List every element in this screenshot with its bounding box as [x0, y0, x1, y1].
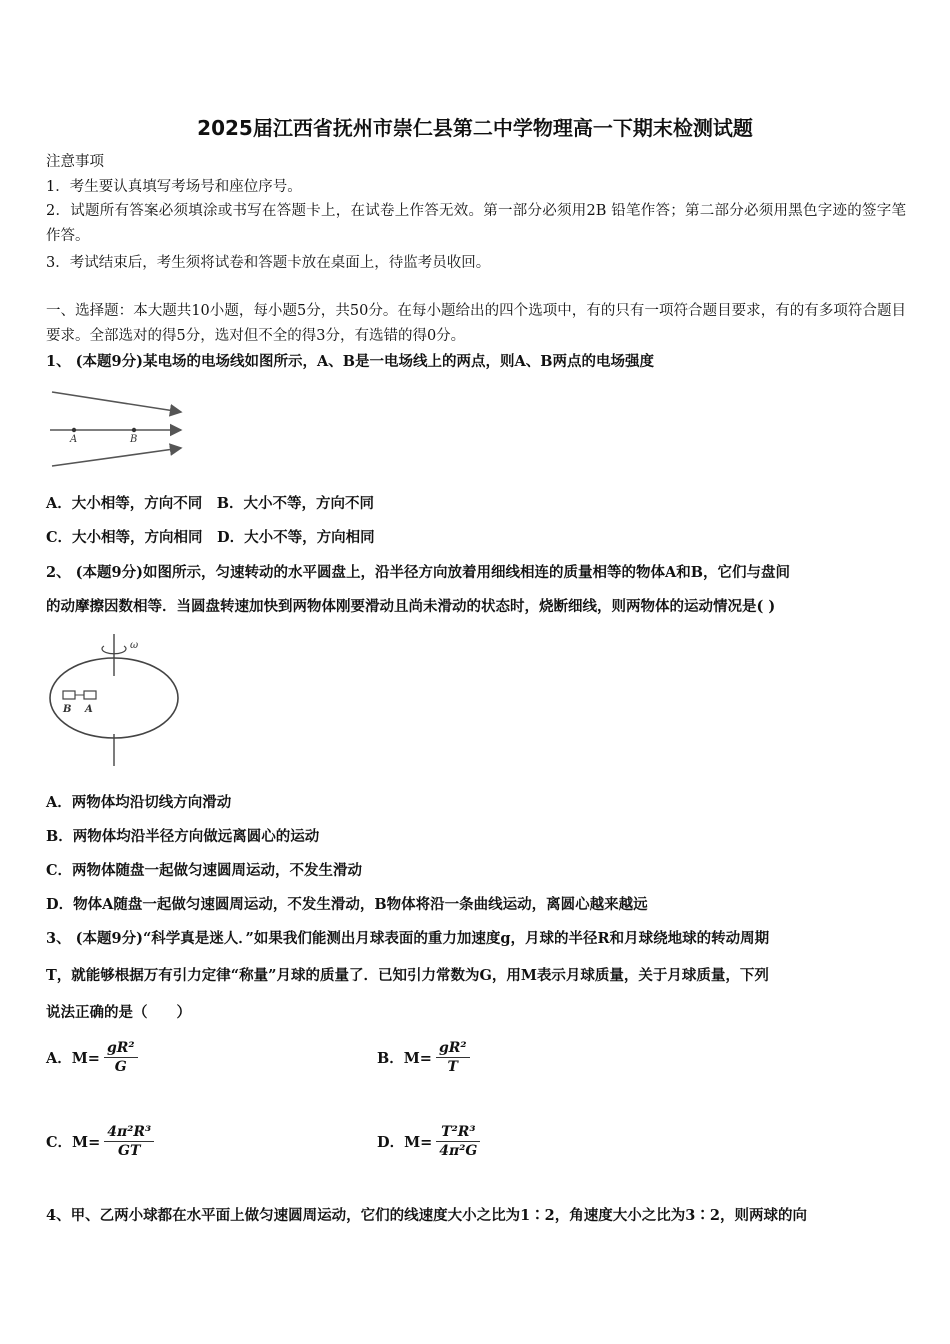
q3-option-d-fraction [436, 1124, 480, 1159]
q3-option-a-denominator: G [114, 1059, 127, 1075]
q4-stem: 4、甲、乙两小球都在水平面上做匀速圆周运动，它们的线速度大小之比为1∶2，角速度大小之比为3∶2，则两球的向 [46, 1207, 807, 1224]
q3-option-b [377, 1040, 470, 1075]
q3-option-b-fraction [436, 1040, 470, 1075]
q1-field-line-bottom [52, 448, 181, 466]
q1-options-row-2: C．大小相等，方向相同 D．大小不等，方向相同 [46, 529, 375, 546]
q2-block-a [84, 691, 96, 699]
q2-omega-label: ω [130, 640, 139, 651]
q3-option-b-label: B．M= [377, 1050, 432, 1067]
q1-label-a: A [70, 434, 78, 445]
notice-item-2: 2．试题所有答案必须填涂或书写在答题卡上，在试卷上作答无效。第一部分必须用2B 铅笔作答；第二部分必须用黑色字迹的签字笔作答。 [46, 203, 906, 244]
q1-label-b: B [130, 434, 138, 445]
q1-options-row-1: A．大小相等，方向不同 B．大小不等，方向不同 [46, 495, 375, 512]
q2-turntable-figure [46, 630, 186, 770]
section-intro: 一、选择题：本大题共10小题，每小题5分，共50分。在每小题给出的四个选项中，有的只有一项符合题目要求，有的有多项符合题目要求。全部选对的得5分，选对但不全的得3分，有选错的得0分。 [46, 303, 906, 344]
q1-point-a [72, 428, 76, 432]
q3-stem-line-1: 3、 (本题9分)“科学真是迷人．”如果我们能测出月球表面的重力加速度g，月球的半径R和月球绕地球的转动周期 [46, 930, 770, 947]
q3-option-b-denominator: T [447, 1059, 458, 1075]
q3-option-a-numerator: gR² [104, 1040, 138, 1058]
q2-block-b [63, 691, 75, 699]
q3-stem-line-2: T，就能够根据万有引力定律“称量”月球的质量了．已知引力常数为G，用M表示月球质量，关于月球质量，下列 [46, 967, 769, 984]
q2-option-b: B．两物体均沿半径方向做远离圆心的运动 [46, 828, 320, 845]
q2-stem-line-2: 的动摩擦因数相等．当圆盘转速加快到两物体刚要滑动且尚未滑动的状态时，烧断细线，则两物体的运动情况是( ) [46, 598, 776, 615]
q3-option-c [46, 1124, 154, 1159]
q2-option-a: A．两物体均沿切线方向滑动 [46, 794, 232, 811]
q1-field-line-top [52, 392, 181, 412]
q3-option-c-fraction [104, 1124, 154, 1159]
q3-option-b-numerator: gR² [436, 1040, 470, 1058]
q2-label-a: A [85, 704, 93, 715]
q2-stem-line-1: 2、 (本题9分)如图所示，匀速转动的水平圆盘上，沿半径方向放着用细线相连的质量相等的物体A和B，它们与盘间 [46, 564, 790, 581]
q3-option-c-label: C．M= [46, 1134, 101, 1151]
notice-heading: 注意事项 [46, 154, 104, 170]
q3-option-c-numerator: 4π²R³ [104, 1124, 154, 1142]
q1-point-b [132, 428, 136, 432]
q3-stem-line-3: 说法正确的是（ ） [46, 1004, 191, 1021]
q2-option-c: C．两物体随盘一起做匀速圆周运动，不发生滑动 [46, 862, 363, 879]
q3-option-d-numerator: T²R³ [436, 1124, 480, 1142]
q3-option-a [46, 1040, 138, 1075]
page-title: 2025届江西省抚州市崇仁县第二中学物理高一下期末检测试题 [197, 116, 753, 140]
q3-option-a-label: A．M= [46, 1050, 100, 1067]
q3-option-a-fraction [104, 1040, 138, 1075]
q3-option-d-label: D．M= [377, 1134, 433, 1151]
q3-option-d-denominator: 4π²G [439, 1143, 478, 1159]
q3-option-d [377, 1124, 480, 1159]
q1-field-lines-figure [46, 384, 186, 474]
q3-option-c-denominator: GT [118, 1143, 141, 1159]
q2-label-b: B [63, 704, 72, 715]
notice-item-3: 3．考试结束后，考生须将试卷和答题卡放在桌面上，待监考员收回。 [46, 255, 491, 271]
q1-stem: 1、 (本题9分)某电场的电场线如图所示，A、B是一电场线上的两点，则A、B两点的电场强度 [46, 353, 654, 370]
notice-item-1: 1．考生要认真填写考场号和座位序号。 [46, 179, 302, 195]
q2-option-d: D．物体A随盘一起做匀速圆周运动，不发生滑动，B物体将沿一条曲线运动，离圆心越来越远 [46, 896, 648, 913]
